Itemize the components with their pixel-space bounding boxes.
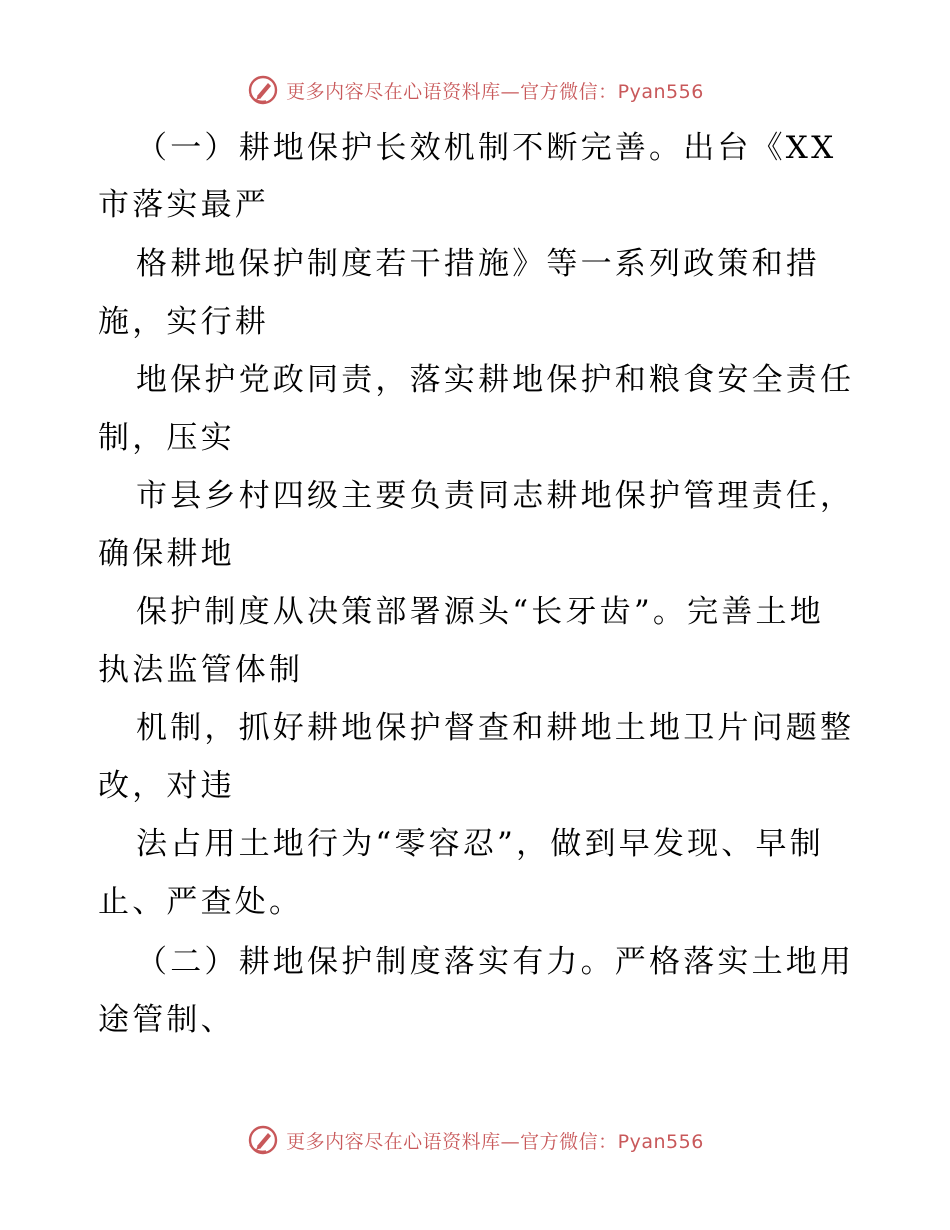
banner-wechat-text: 官方微信：Pyan556 [520, 1130, 704, 1153]
paragraph-line: 施，实行耕 [98, 304, 269, 340]
banner-separator: — [500, 80, 521, 103]
paragraph-line: 途管制、 [98, 1002, 235, 1038]
paragraph-line: 改，对违 [98, 768, 235, 804]
paragraph-line: 市落实最严 [98, 187, 269, 223]
paragraph-line: 机制，抓好耕地保护督查和耕地土地卫片问题整 [136, 710, 855, 746]
paragraph-line: （二）耕地保护制度落实有力。严格落实土地用 [136, 944, 855, 980]
paragraph-line: 止、严查处。 [98, 884, 304, 920]
paragraph-line: 制，压实 [98, 420, 235, 456]
paragraph-line: 保护制度从决策部署源头“长牙齿”。完善土地 [136, 594, 824, 630]
paragraph-line: 市县乡村四级主要负责同志耕地保护管理责任， [136, 478, 855, 514]
pen-nib-logo-icon [246, 73, 280, 107]
banner-site-text: 更多内容尽在心语资料库 [286, 1130, 501, 1153]
paragraph-line: （一）耕地保护长效机制不断完善。出台《XX [136, 130, 837, 166]
paragraph-line: 执法监管体制 [98, 652, 304, 688]
pen-nib-logo-icon [246, 1123, 280, 1157]
header-watermark-banner [0, 70, 950, 110]
banner-site-text: 更多内容尽在心语资料库 [286, 80, 501, 103]
paragraph-line: 格耕地保护制度若干措施》等一系列政策和措 [136, 246, 820, 282]
banner-separator: — [500, 1130, 521, 1153]
paragraph-line: 地保护党政同责，落实耕地保护和粮食安全责任 [136, 362, 855, 398]
paragraph-line: 法占用土地行为“零容忍”，做到早发现、早制 [136, 826, 824, 862]
paragraph-line: 确保耕地 [98, 536, 235, 572]
banner-wechat-text: 官方微信：Pyan556 [520, 80, 704, 103]
footer-watermark-banner [0, 1120, 950, 1160]
